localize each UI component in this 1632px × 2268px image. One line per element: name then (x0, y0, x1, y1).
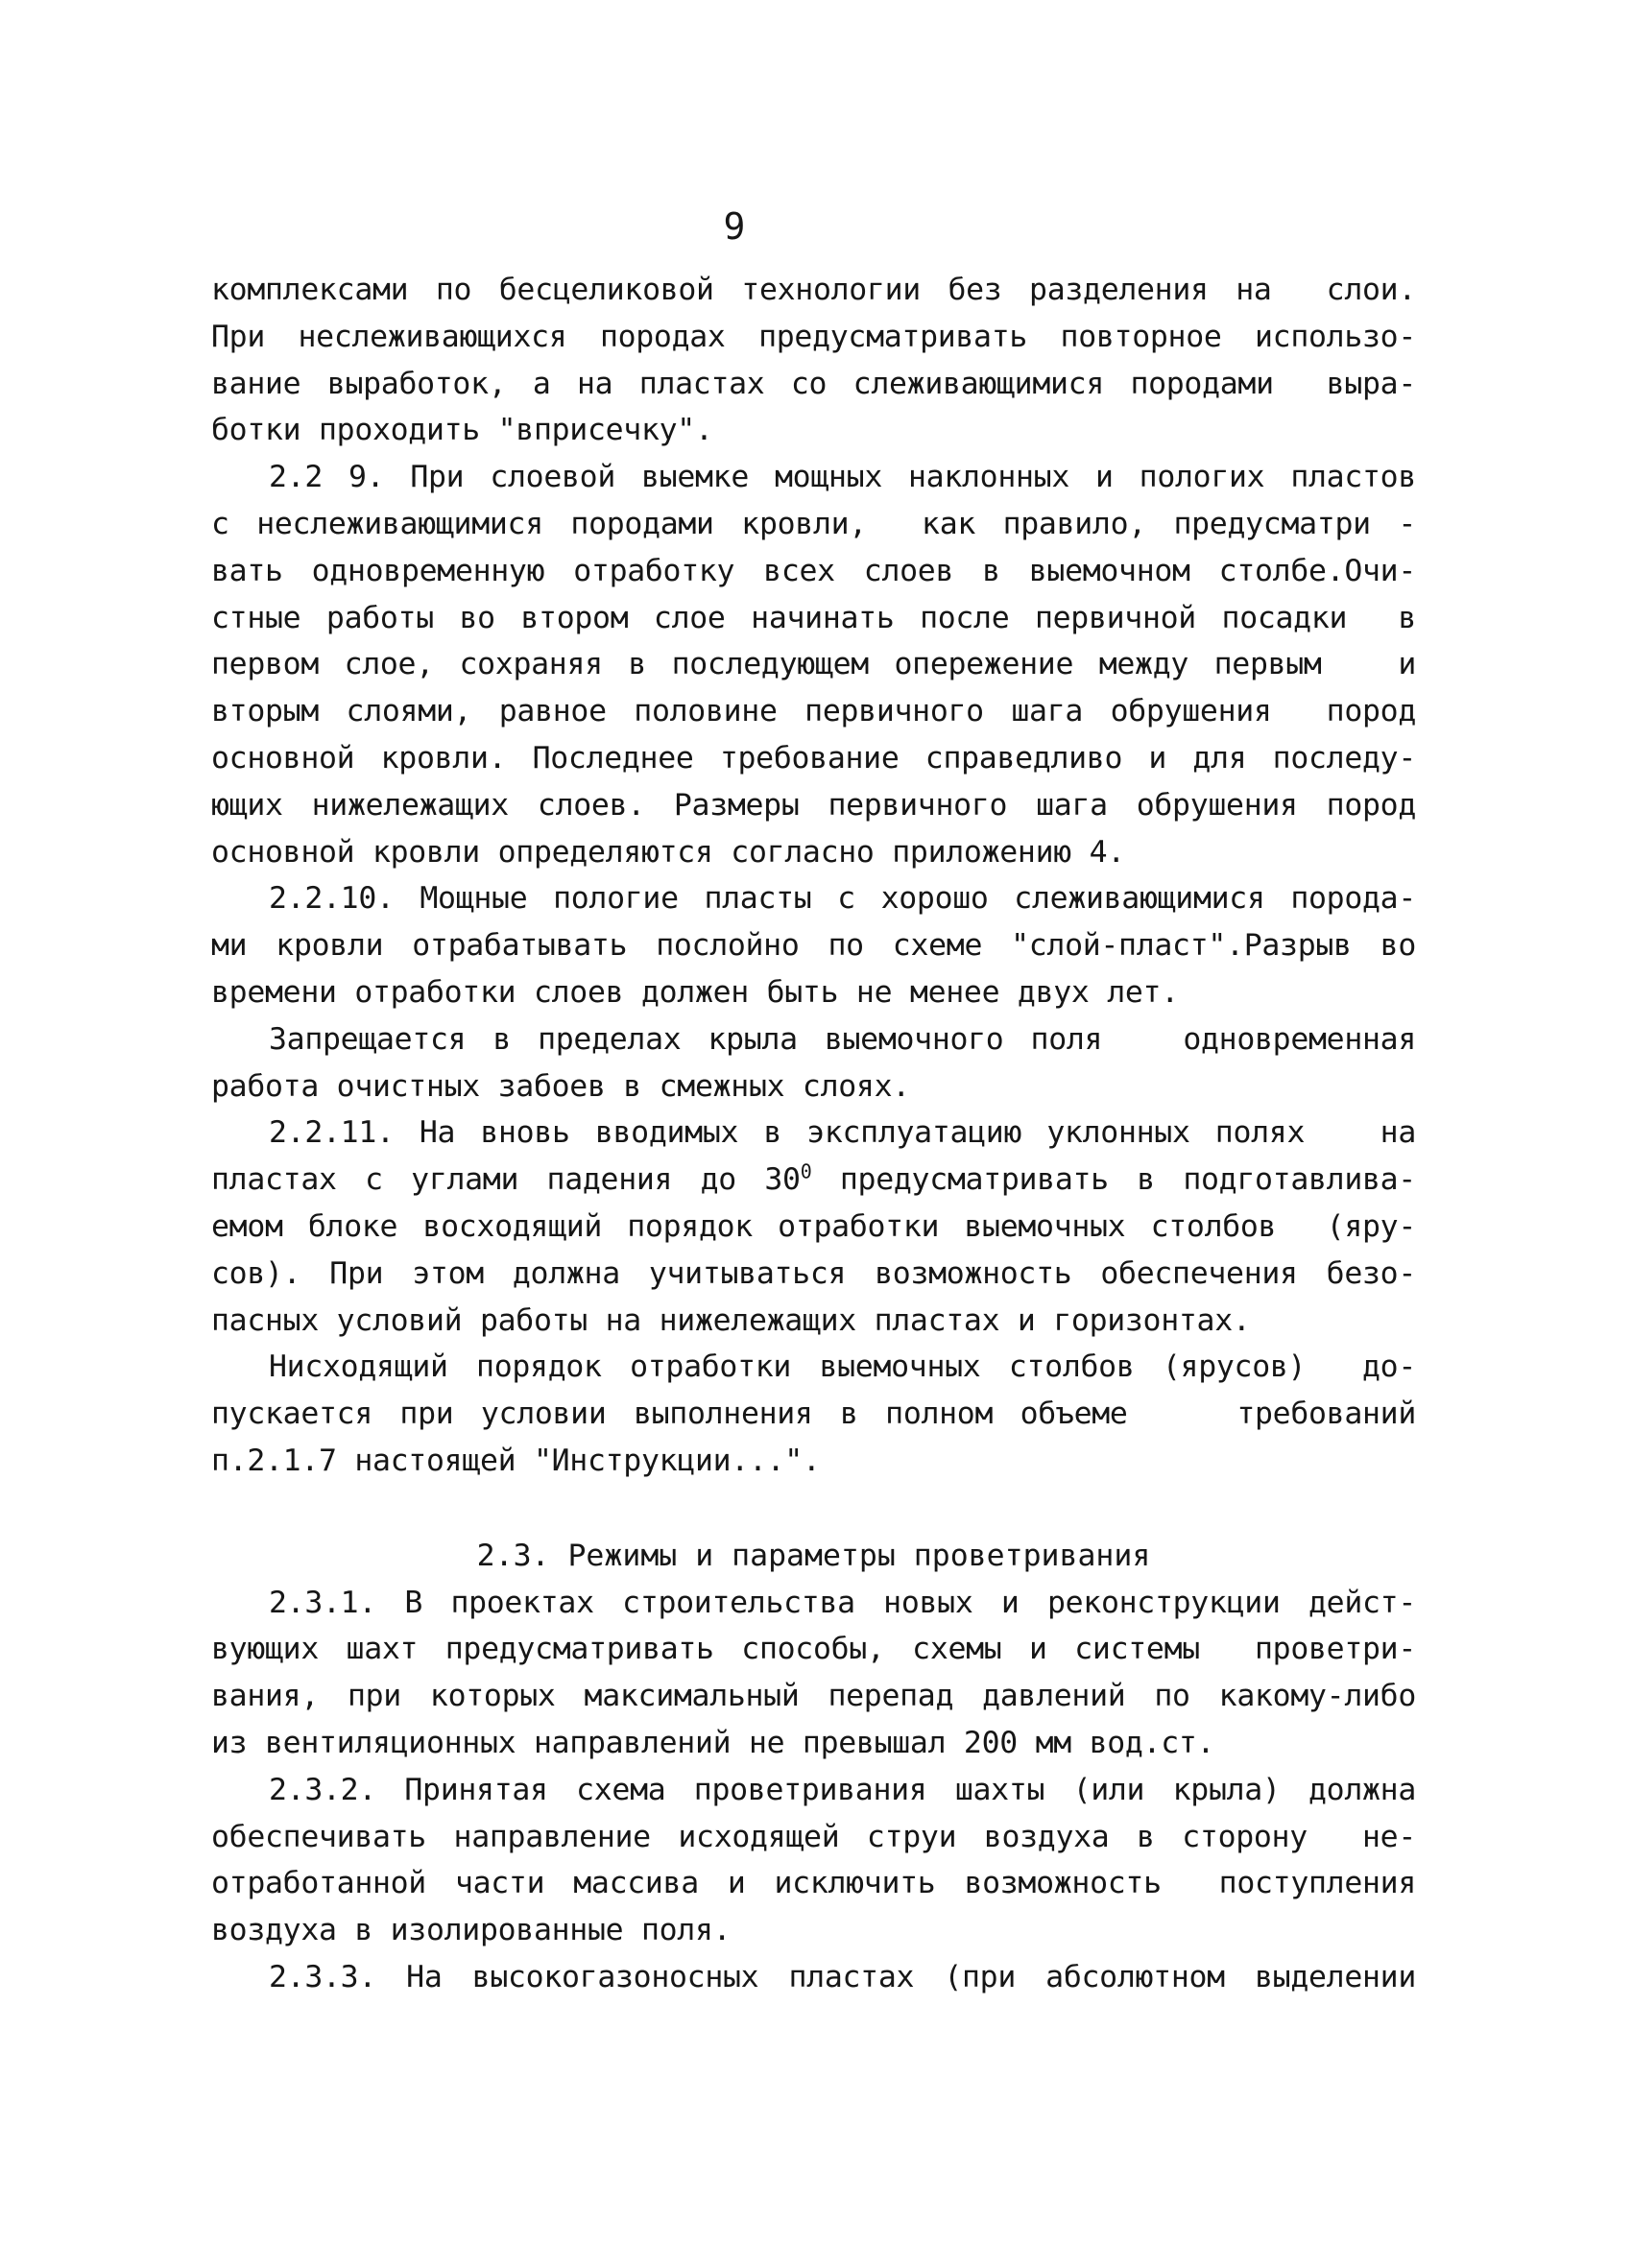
text-line: Нисходящий порядок отработки выемочных столбов (ярусов) до- (269, 1349, 1416, 1385)
paragraph-2-2-10 (211, 875, 1416, 1015)
text-line: из вентиляционных направлений не превышал 200 мм вод.ст. (211, 1725, 1215, 1760)
text-line: 2.3.1. В проектах строительства новых и реконструкции дейст- (269, 1585, 1416, 1620)
text-line: При неслеживающихся породах предусматривать повторное использо- (211, 319, 1416, 354)
paragraph-2-2-11 (211, 1110, 1416, 1344)
paragraph-2-2-9 (211, 454, 1416, 875)
text-line: стные работы во втором слое начинать после первичной посадки в (211, 600, 1416, 635)
text-line: Запрещается в пределах крыла выемочного поля одновременная (269, 1021, 1416, 1057)
page-number: 9 (723, 205, 746, 248)
text-line: основной кровли. Последнее требование справедливо и для последу- (211, 740, 1416, 776)
text-line: с неслеживающимися породами кровли, как правило, предусматри - (211, 506, 1416, 541)
text-line: основной кровли определяются согласно приложению 4. (211, 834, 1125, 870)
text-line: 2.2.10. Мощные пологие пласты с хорошо слеживающимися порода- (269, 881, 1416, 917)
degree-superscript: 0 (800, 1159, 812, 1183)
text-line: сов). При этом должна учитываться возможность обеспечения безо- (211, 1255, 1416, 1291)
text-line: обеспечивать направление исходящей струи воздуха в сторону не- (211, 1819, 1416, 1854)
text-line: пасных условий работы на нижележащих пластах и горизонтах. (211, 1302, 1251, 1338)
text-line: работа очистных забоев в смежных слоях. (211, 1068, 910, 1104)
text-line: 2.3.2. Принятая схема проветривания шахты (или крыла) должна (269, 1772, 1416, 1807)
text-line: ющих нижележащих слоев. Размеры первичного шага обрушения пород (211, 787, 1416, 823)
document-body (211, 267, 1416, 2001)
text-line: 2.2 9. При слоевой выемке мощных наклонных и пологих пластов (269, 460, 1416, 495)
text-line: первом слое, сохраняя в последующем опережение между первым и (211, 647, 1416, 682)
paragraph-2-3-1 (211, 1580, 1416, 1767)
text-line: п.2.1.7 настоящей "Инструкции...". (211, 1443, 821, 1478)
text-line: емом блоке восходящий порядок отработки выемочных столбов (яру- (211, 1208, 1416, 1244)
text-line: ми кровли отрабатывать послойно по схеме "слой-пласт".Разрыв во (211, 928, 1416, 964)
text-line: вать одновременную отработку всех слоев в выемочном столбе.Очи- (211, 553, 1416, 588)
text-line: вание выработок, а на пластах со слеживающимися породами выра- (211, 366, 1416, 401)
text-line-with-superscript (211, 1157, 1416, 1204)
text-line: ботки проходить "вприсечку". (211, 413, 713, 448)
text-line: времени отработки слоев должен быть не менее двух лет. (211, 974, 1179, 1010)
text-line: пускается при условии выполнения в полном объеме требований (211, 1397, 1416, 1432)
paragraph-2-3-3 (211, 1954, 1416, 2001)
paragraph-2-3-2 (211, 1767, 1416, 1954)
paragraph-prohibition (211, 1016, 1416, 1110)
paragraph-descending-order (211, 1344, 1416, 1484)
text-line: вторым слоями, равное половине первичного шага обрушения пород (211, 694, 1416, 729)
section-title: 2.3. Режимы и параметры проветривания (476, 1538, 1151, 1573)
text-line: 2.2.11. На вновь вводимых в эксплуатацию уклонных полях на (269, 1115, 1416, 1151)
text-line: вующих шахт предусматривать способы, схемы и системы проветри- (211, 1632, 1416, 1667)
paragraph (211, 267, 1416, 454)
text-line: воздуха в изолированные поля. (211, 1913, 732, 1948)
text-line: отработанной части массива и исключить возможность поступления (211, 1866, 1416, 1901)
text-line: 2.3.3. На высокогазоносных пластах (при абсолютном выделении (269, 1959, 1416, 1994)
text-line: вания, при которых максимальный перепад давлений по какому-либо (211, 1679, 1416, 1714)
text-fragment: предусматривать в подготавлива- (811, 1162, 1416, 1198)
text-fragment: пластах с углами падения до 30 (211, 1162, 801, 1198)
text-line: комплексами по бесцеликовой технологии без разделения на слои. (211, 273, 1416, 307)
